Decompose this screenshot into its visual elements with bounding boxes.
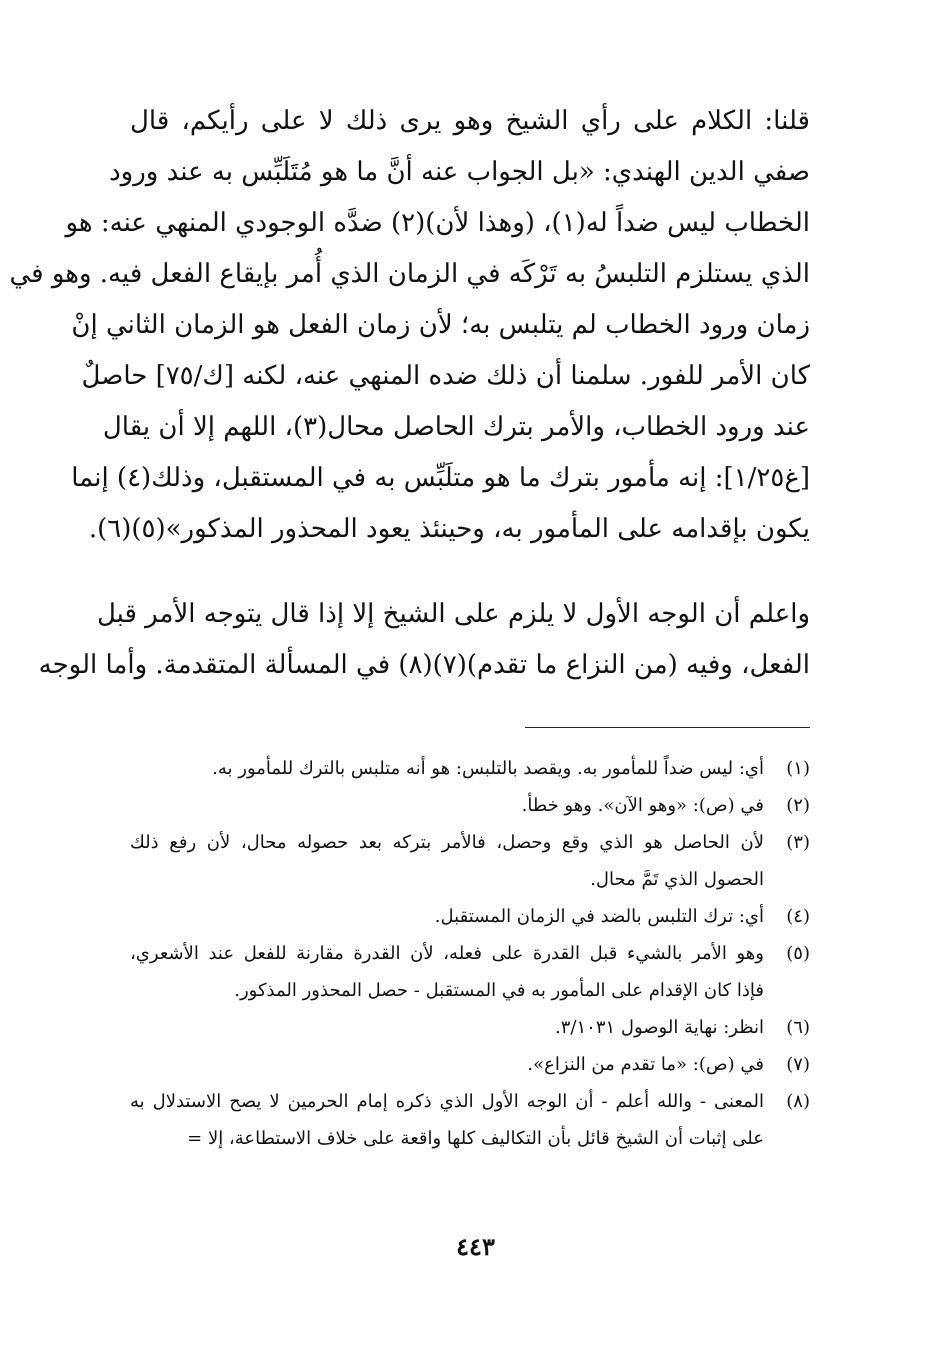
footnote-number: (٦) bbox=[786, 1017, 810, 1038]
footnote-text: في (ص): «ما تقدم من النزاع». bbox=[527, 1054, 764, 1075]
text-line: الذي يستلزم التلبسُ به تَرْكَه في الزمان الذي أُمر بإيقاع الفعل فيه. وهو في bbox=[9, 259, 810, 289]
footnote-text: على إثبات أن الشيخ قائل بأن التكاليف كلها واقعة على خلاف الاستطاعة، إلا = bbox=[187, 1128, 764, 1149]
footnote-1 bbox=[130, 750, 810, 787]
footnote-number: (٤) bbox=[786, 906, 810, 927]
footnote-8 bbox=[130, 1083, 810, 1157]
footnote-number: (١) bbox=[786, 758, 810, 779]
paragraph-gap bbox=[130, 555, 810, 589]
text-line: يكون بإقدامه على المأمور به، وحينئذ يعود المحذور المذكور»(٥)(٦). bbox=[88, 514, 810, 544]
text-line: الخطاب ليس ضداً له(١)، (وهذا لأن)(٢) ضدَّه الوجودي المنهي عنه: هو bbox=[65, 208, 810, 238]
text-line: الفعل، وفيه (من النزاع ما تقدم)(٧)(٨) في المسألة المتقدمة. وأما الوجه bbox=[38, 650, 810, 680]
footnote-number: (٧) bbox=[786, 1054, 810, 1075]
footnote-separator bbox=[525, 727, 810, 728]
footnote-text: الحصول الذي تَمَّ محال. bbox=[590, 869, 764, 890]
footnote-4 bbox=[130, 898, 810, 935]
paragraph-2 bbox=[38, 589, 810, 691]
text-line: كان الأمر للفور. سلمنا أن ذلك ضده المنهي عنه، لكنه [ك/٧٥] حاصلٌ bbox=[81, 361, 810, 391]
footnote-number: (٢) bbox=[786, 795, 810, 816]
footnote-text: أي: ليس ضداً للمأمور به. ويقصد بالتلبس: هو أنه متلبس بالترك للمأمور به. bbox=[212, 758, 764, 779]
footnote-number: (٥) bbox=[786, 943, 810, 964]
footnote-number: (٣) bbox=[786, 832, 810, 853]
text-line: واعلم أن الوجه الأول لا يلزم على الشيخ إلا إذا قال يتوجه الأمر قبل bbox=[96, 599, 810, 629]
footnotes bbox=[130, 750, 810, 1157]
footnote-text: انظر: نهاية الوصول ٣/١٠٣١. bbox=[555, 1017, 764, 1038]
footnote-5 bbox=[130, 935, 810, 1009]
footnote-3 bbox=[130, 824, 810, 898]
paragraph-1 bbox=[9, 96, 810, 555]
main-text bbox=[9, 96, 810, 691]
text-line: [غ١/٢٥]: إنه مأمور بترك ما هو متلَبِّس به في المستقبل، وذلك(٤) إنما bbox=[71, 463, 810, 493]
footnote-text: المعنى - والله أعلم - أن الوجه الأول الذي ذكره إمام الحرمين لا يصح الاستدلال به bbox=[130, 1091, 764, 1112]
footnote-number: (٨) bbox=[786, 1091, 810, 1112]
text-line: عند ورود الخطاب، والأمر بترك الحاصل محال(٣)، اللهم إلا أن يقال bbox=[102, 412, 810, 442]
footnote-text: فإذا كان الإقدام على المأمور به في المستقبل - حصل المحذور المذكور. bbox=[234, 980, 764, 1001]
text-line: زمان ورود الخطاب لم يتلبس به؛ لأن زمان الفعل هو الزمان الثاني إنْ bbox=[71, 310, 810, 340]
footnote-2 bbox=[130, 787, 810, 824]
footnote-text: في (ص): «وهو الآن». وهو خطأ. bbox=[521, 795, 764, 816]
footnote-text: وهو الأمر بالشيء قبل القدرة على فعله، لأن القدرة مقارنة للفعل عند الأشعري، bbox=[130, 943, 764, 964]
footnote-7 bbox=[130, 1046, 810, 1083]
text-line: صفي الدين الهندي: «بل الجواب عنه أنَّ ما هو مُتَلَبِّس به عند ورود bbox=[109, 157, 810, 187]
footnote-6 bbox=[130, 1009, 810, 1046]
page-number: ٤٤٣ bbox=[456, 1232, 495, 1261]
text-line: قلنا: الكلام على رأي الشيخ وهو يرى ذلك لا على رأيكم، قال bbox=[130, 106, 810, 136]
footnote-text: لأن الحاصل هو الذي وقع وحصل، فالأمر بتركه بعد حصوله محال، لأن رفع ذلك bbox=[130, 832, 764, 853]
footnote-text: أي: ترك التلبس بالضد في الزمان المستقبل. bbox=[434, 906, 764, 927]
